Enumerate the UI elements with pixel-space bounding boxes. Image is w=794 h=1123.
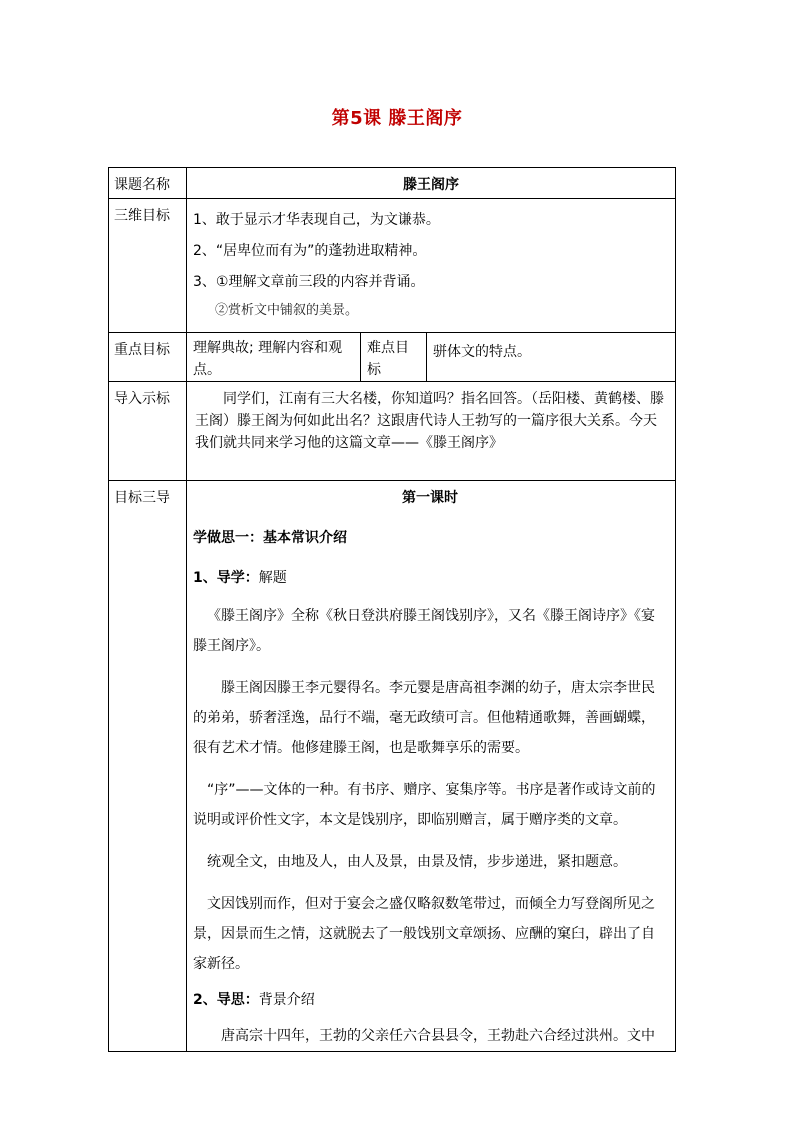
lesson-plan-table: [108, 167, 676, 1052]
objective-item: 1、敢于显示才华表现自己，为文谦恭。: [193, 212, 440, 228]
objective-item: 3、①理解文章前三段的内容并背诵。: [193, 274, 425, 290]
introduction-text: 同学们，江南有三大名楼，你知道吗？指名回答。（岳阳楼、黄鹤楼、滕王阁）滕王阁为何如此出名？这跟唐代诗人王勃写的一篇序很大关系。今天我们就共同来学习他的这篇文章——《滕王阁序》: [187, 382, 676, 481]
difficult-points-value: 骈体文的特点。: [427, 333, 676, 382]
page-title: 第5课 滕王阁序: [331, 108, 463, 129]
subsection-number: 1、导学：: [193, 570, 259, 586]
row-introduction: [109, 382, 676, 481]
subsection-number: 2、导思：: [193, 992, 259, 1008]
row-objectives: [109, 199, 676, 333]
content-paragraph: 统观全文，由地及人，由人及景，由景及情，步步递进，紧扣题意。: [207, 854, 627, 870]
subsection-heading: [193, 567, 667, 589]
content-paragraph: 唐高宗十四年，王勃的父亲任六合县县令，王勃赴六合经过洪州。文中: [221, 1028, 655, 1044]
subsection-title: 背景介绍: [258, 992, 315, 1008]
row-three-guides: [109, 481, 676, 1052]
lesson-period-heading: 第一课时: [402, 490, 458, 506]
key-points-value: 理解典故; 理解内容和观点。: [187, 333, 361, 382]
content-paragraph: 《滕王阁序》全称《秋日登洪府滕王阁饯别序》，又名《滕王阁诗序》《宴滕王阁序》。: [193, 608, 655, 654]
label-introduction: 导入示标: [109, 382, 187, 481]
content-paragraph: 文因饯别而作，但对于宴会之盛仅略叙数笔带过，而倾全力写登阁所见之景，因景而生之情，这就脱去了一般饯别文章颂扬、应酬的窠臼，辟出了自家新径。: [193, 896, 655, 972]
subsection-title: 解题: [258, 570, 287, 586]
objective-item: 2、“居卑位而有为”的蓬勃进取精神。: [193, 243, 427, 259]
content-paragraph: “序”——文体的一种。有书序、赠序、宴集序等。书序是著作或诗文前的说明或评价性文字，本文是饯别序，即临别赠言，属于赠序类的文章。: [193, 782, 656, 828]
objectives-cell: [187, 199, 676, 333]
content-paragraph: 滕王阁因滕王李元婴得名。李元婴是唐高祖李渊的幼子，唐太宗李世民的弟弟，骄奢淫逸，品行不端，毫无政绩可言。但他精通歌舞，善画蝴蝶，很有艺术才情。他修建滕王阁，也是歌舞享乐的需要。: [193, 680, 655, 756]
label-objectives: 三维目标: [109, 199, 187, 333]
label-three-guides: 目标三导: [109, 481, 187, 1052]
label-course-name: 课题名称: [109, 168, 187, 199]
subsection-heading: [193, 989, 667, 1011]
section-heading: 学做思一：基本常识介绍: [193, 530, 347, 546]
label-key-points: 重点目标: [109, 333, 187, 382]
three-guides-cell: [187, 481, 676, 1052]
label-difficult-points: 难点目标: [361, 333, 427, 382]
course-name-value: 滕王阁序: [187, 168, 676, 199]
objective-item: ②赏析文中铺叙的美景。: [215, 303, 359, 318]
row-key-points: [109, 333, 676, 382]
row-course-name: [109, 168, 676, 199]
